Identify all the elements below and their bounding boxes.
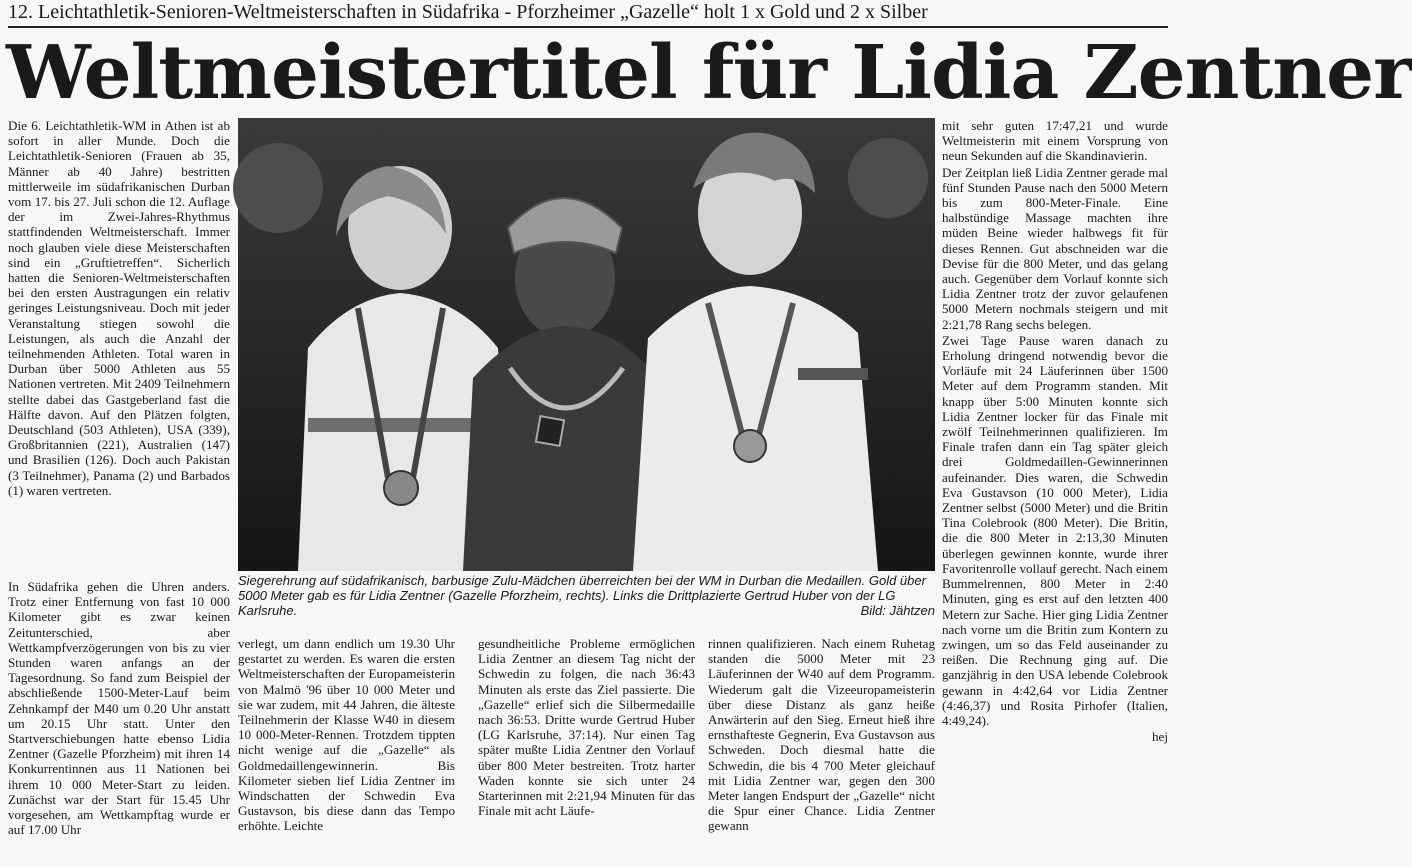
column-4	[708, 636, 935, 864]
paragraph: In Südafrika gehen die Uhren anders. Trotz einer Entfernung von fast 10 000 Kilometer gibt es zwar keinen Zeitunterschied, aber Wettkampfverzögerungen von bis zu vier Stunden waren anfangs an der Tagesordnung. So fand zum Beispiel der abschließende 1500-Meter-Lauf beim Zehnkampf der M40 um 0.20 Uhr anstatt um 20.15 Uhr statt. Unter den Startverschiebungen hatte ebenso Lidia Zentner (Gazelle Pforzheim) mit ihren 14 Konkurrentinnen aus 11 Nationen bei ihrem 10 000 Meter-Start zu leiden. Zunächst war der Start für 15.45 Uhr vorgesehen, am Wettkampftag wurde er auf 17.00 Uhr	[8, 579, 230, 838]
paragraph: gesundheitliche Probleme ermöglichen Lidia Zentner an diesem Tag nicht der Schwedin zu folgen, die nach 36:43 Minuten als erste das Ziel passierte. Die „Gazelle“ erlief sich die Silbermedaille nach 36:53. Dritte wurde Gertrud Huber (LG Karlsruhe, 37:14). Nur einen Tag später mußte Lidia Zentner den Vorlauf über 800 Meter bestreiten. Trotz harter Waden konnte sie sich unter 24 Starterinnen mit 2:21,94 Minuten für das Finale mit acht Läufe-	[478, 636, 695, 819]
column-2	[238, 636, 455, 864]
column-1-lower	[8, 579, 230, 864]
paragraph: Der Zeitplan ließ Lidia Zentner gerade mal fünf Stunden Pause nach den 5000 Metern bis zum 800-Meter-Finale. Eine halbstündige Massage machten ihre müden Beine wieder halbwegs fit für dieses Rennen. Gut abschneiden war die Devise für die 800 Meter, und das gelang auch. Gegenüber dem Vorlauf konnte sich Lidia Zentner trotz der zuvor gelaufenen 5000 Metern nochmals steigern und mit 2:21,78 Rang sechs belegen.	[942, 164, 1168, 332]
column-5	[942, 118, 1168, 864]
paragraph: Die 6. Leichtathletik-WM in Athen ist ab sofort in aller Munde. Doch die Leichtathletik-Senioren (Frauen ab 35, Männer ab 40 Jahre) bestritten mittlerweile im südafrikanischen Durban vom 17. bis 27. Juli schon die 12. Auflage der im Zwei-Jahres-Rhythmus stattfindenden Weltmeisterschaft. Immer noch glauben viele diese Meisterschaften sind ein „Gruftietreffen“. Sicherlich hatten die Senioren-Weltmeisterschaften bei den ersten Austragungen ein relativ geringes Leistungsniveau. Doch mit jeder Veranstaltung stiegen sowohl die Leistungen, als auch die Anzahl der teilnehmenden Athleten. Total waren in Durban über 5000 Athleten aus 55 Nationen vertreten. Mit 2409 Teilnehmern stellte dabei das Gastgeberland fast die Hälfte davon. Auf den Plätzen folgten, Deutschland (503 Athleten), USA (339), Großbritannien (221), Australien (147) und Brasilien (126). Doch auch Pakistan (3 Teilnehmer), Panama (2) und Barbados (1) waren vertreten.	[8, 118, 230, 498]
author-initials: hej	[1152, 729, 1168, 745]
paragraph: Zwei Tage Pause waren danach zu Erholung dringend notwendig bevor die Vorläufe mit 24 Läuferinnen über 1500 Meter auf dem Programm standen. Mit knapp über 5:00 Minuten konnte sich Lidia Zentner locker für das Finale mit zwölf Teilnehmerinnen qualifizieren. Im Finale trafen dann ein Tag später gleich drei Goldmedaillen-Gewinnerinnen aufeinander. Dies waren, die Schwedin Eva Gustavson (10 000 Meter), Lidia Zentner selbst (5000 Meter) und die Britin Tina Colebrook (800 Meter). Die Britin, die die 800 Meter in 2:13,30 Minuten überlegen gewinnen konnte, wurde ihrer Favoritenrolle vollauf gerecht. Nach einem Bummelrennen, 800 Meter in 2:40 Minuten, ging es erst auf den letzten 400 Metern zur Sache. Hier ging Lidia Zentner nach vorne um die Britin zum Kontern zu zwingen, um so das Feld auseinander zu reißen. Die Rechnung ging auf. Die ganzjährig in den USA lebende Colebrook gewann in 4:42,64 vor Lidia Zentner (4:46,37) und Rosita Pirhofer (Italien, 4:49,24).	[942, 332, 1168, 728]
paragraph: verlegt, um dann endlich um 19.30 Uhr gestartet zu werden. Es waren die ersten Weltmeisterschaften der Europameisterin von Malmö '96 über 10 000 Meter und sie war zudem, mit 44 Jahren, die älteste Teilnehmerin der Klasse W40 in diesem 10 000-Meter-Rennen. Trotzdem tippten nicht wenige auf die „Gazelle“ als Goldmedaillengewinnerin. Bis Kilometer sieben lief Lidia Zentner im Windschatten der Schwedin Eva Gustavson, bis diese dann das Tempo erhöhte. Leichte	[238, 636, 455, 834]
paragraph: mit sehr guten 17:47,21 und wurde Weltmeisterin mit einem Vorsprung von neun Sekunden auf die Skandinavierin.	[942, 118, 1168, 164]
photo	[238, 118, 935, 571]
photo-image	[238, 118, 935, 571]
headline: Weltmeistertitel für Lidia Zentner	[6, 30, 1412, 116]
caption-text: Siegerehrung auf südafrikanisch, barbusige Zulu-Mädchen überreichten bei der WM in Durban die Medaillen. Gold über 5000 Meter gab es für Lidia Zentner (Gazelle Pforzheim, rechts). Links die Drittplazierte Gertrud Huber von der LG Karlsruhe.	[238, 573, 926, 618]
paragraph: rinnen qualifizieren. Nach einem Ruhetag standen die 5000 Meter mit 23 Läuferinnen der W40 auf dem Programm. Wiederum galt die Vizeeuropameisterin über diese Distanz als ganz heiße Anwärterin auf den Sieg. Erneut hieß ihre ernsthafteste Gegnerin, Eva Gustavson aus Schweden. Doch diesmal hatte die Schwedin, die bis 4 700 Meter gleichauf mit Lidia Zentner war, gegen den 300 Meter langen Endspurt der „Gazelle“ nicht die Spur einer Chance. Lidia Zentner gewann	[708, 636, 935, 834]
kicker: 12. Leichtathletik-Senioren-Weltmeisterschaften in Südafrika - Pforzheimer „Gazelle“ holt 1 x Gold und 2 x Silber	[8, 0, 1168, 28]
column-1	[8, 118, 230, 580]
photo-caption	[238, 573, 935, 633]
column-3	[478, 636, 695, 864]
photo-credit: Bild: Jähtzen	[860, 603, 935, 618]
